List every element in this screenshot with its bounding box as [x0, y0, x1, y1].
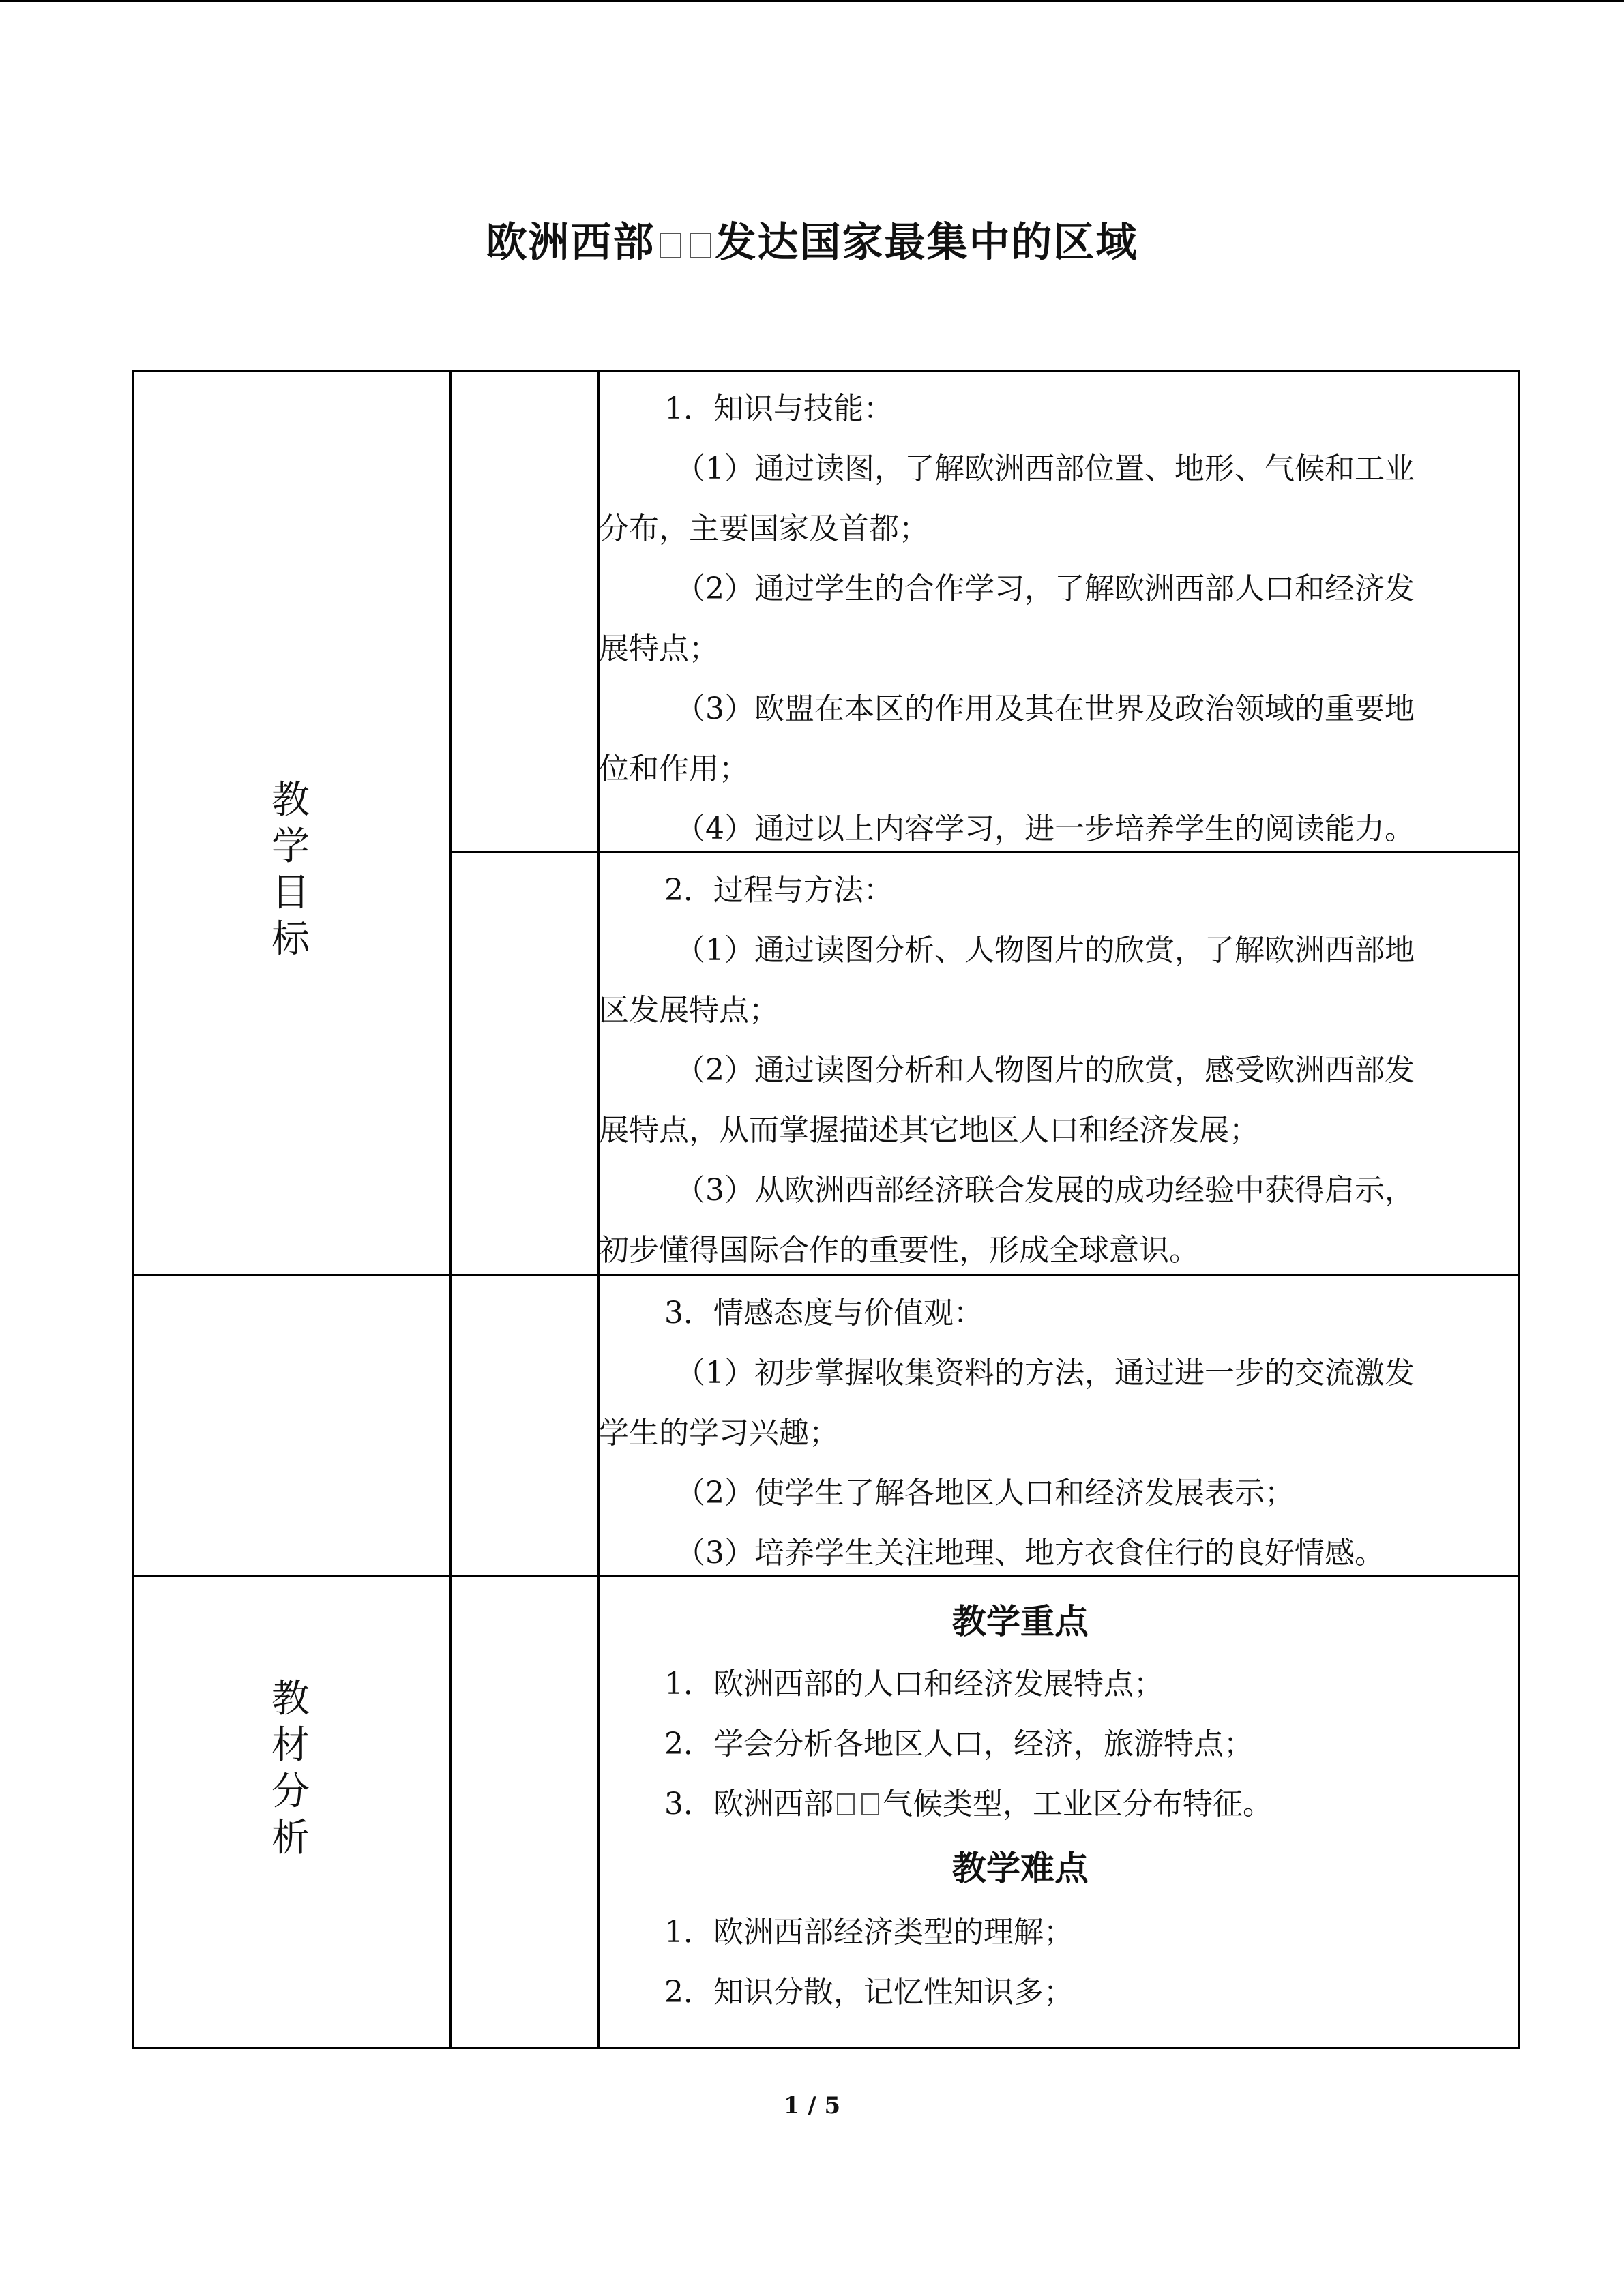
process-item-1-line-2: 区发展特点；: [599, 993, 779, 1028]
process-item-2-line-2: 展特点，从而掌握描述其它地区人口和经济发展；: [599, 1113, 1259, 1148]
missing-glyph-box: [837, 1793, 855, 1815]
process-item-3-line-2: 初步懂得国际合作的重要性，形成全球意识。: [599, 1233, 1199, 1268]
process-item-2-line-1: （2）通过读图分析和人物图片的欣赏，感受欧洲西部发: [675, 1053, 1415, 1088]
attitude-heading: 3．情感态度与价值观：: [664, 1296, 984, 1330]
label-teaching-objectives: 教学目标: [271, 778, 310, 961]
table-border-top: [132, 370, 1520, 372]
knowledge-item-1-line-1: （1）通过读图，了解欧洲西部位置、地形、气候和工业: [675, 451, 1415, 486]
table-border-bottom: [132, 2047, 1520, 2049]
page-title: [0, 210, 1624, 269]
difficult-point-2: 2．知识分散，记忆性知识多；: [664, 1975, 1074, 2010]
key-point-3: [599, 1774, 1520, 1834]
knowledge-item-4-line-1: （4）通过以上内容学习，进一步培养学生的阅读能力。: [675, 811, 1415, 846]
top-border-line: [0, 0, 1624, 2]
missing-glyph-box: [660, 233, 681, 258]
missing-glyph-box: [690, 233, 711, 258]
knowledge-item-2-line-1: （2）通过学生的合作学习，了解欧洲西部人口和经济发: [675, 571, 1415, 606]
objectives-process-cell: [599, 861, 1520, 1281]
attitude-item-3-line-1: （3）培养学生关注地理、地方衣食住行的良好情感。: [675, 1536, 1385, 1570]
knowledge-item-3-line-1: （3）欧盟在本区的作用及其在世界及政治领域的重要地: [675, 691, 1415, 726]
key-point-2: 2．学会分析各地区人口，经济，旅游特点；: [664, 1727, 1254, 1761]
title-part-2: 发达国家最集中的区域: [715, 219, 1138, 267]
process-heading: 2．过程与方法：: [664, 873, 894, 908]
objectives-attitude-cell: [599, 1283, 1520, 1583]
key-points-heading: 教学重点: [952, 1601, 1089, 1641]
objectives-knowledge-cell: [599, 379, 1520, 859]
knowledge-heading: 1．知识与技能：: [664, 391, 894, 426]
process-item-3-line-1: （3）从欧洲西部经济联合发展的成功经验中获得启示，: [675, 1173, 1415, 1208]
column-divider: [449, 370, 452, 2049]
knowledge-item-2-line-2: 展特点；: [599, 631, 719, 666]
process-item-1-line-1: （1）通过读图分析、人物图片的欣赏，了解欧洲西部地: [675, 933, 1415, 968]
key-point-1: 1．欧洲西部的人口和经济发展特点；: [664, 1667, 1164, 1701]
key-point-3-part-2: 气候类型，工业区分布特征。: [883, 1787, 1273, 1821]
analysis-cell: [599, 1589, 1520, 2023]
knowledge-item-1-line-2: 分布，主要国家及首都；: [599, 511, 929, 546]
attitude-item-1-line-1: （1）初步掌握收集资料的方法，通过进一步的交流激发: [675, 1356, 1415, 1390]
missing-glyph-box: [861, 1793, 879, 1815]
attitude-item-1-line-2: 学生的学习兴趣；: [599, 1416, 839, 1450]
key-point-3-part-1: 3．欧洲西部: [664, 1787, 833, 1821]
difficult-point-1: 1．欧洲西部经济类型的理解；: [664, 1915, 1074, 1950]
title-part-1: 欧洲西部: [486, 219, 655, 267]
page-number: 1 / 5: [783, 2092, 841, 2119]
table-border-left: [132, 370, 134, 2049]
label-material-analysis: 教材分析: [271, 1677, 310, 1860]
difficult-points-heading: 教学难点: [952, 1848, 1089, 1888]
attitude-item-2-line-1: （2）使学生了解各地区人口和经济发展表示；: [675, 1476, 1295, 1510]
knowledge-item-3-line-2: 位和作用；: [599, 751, 749, 786]
